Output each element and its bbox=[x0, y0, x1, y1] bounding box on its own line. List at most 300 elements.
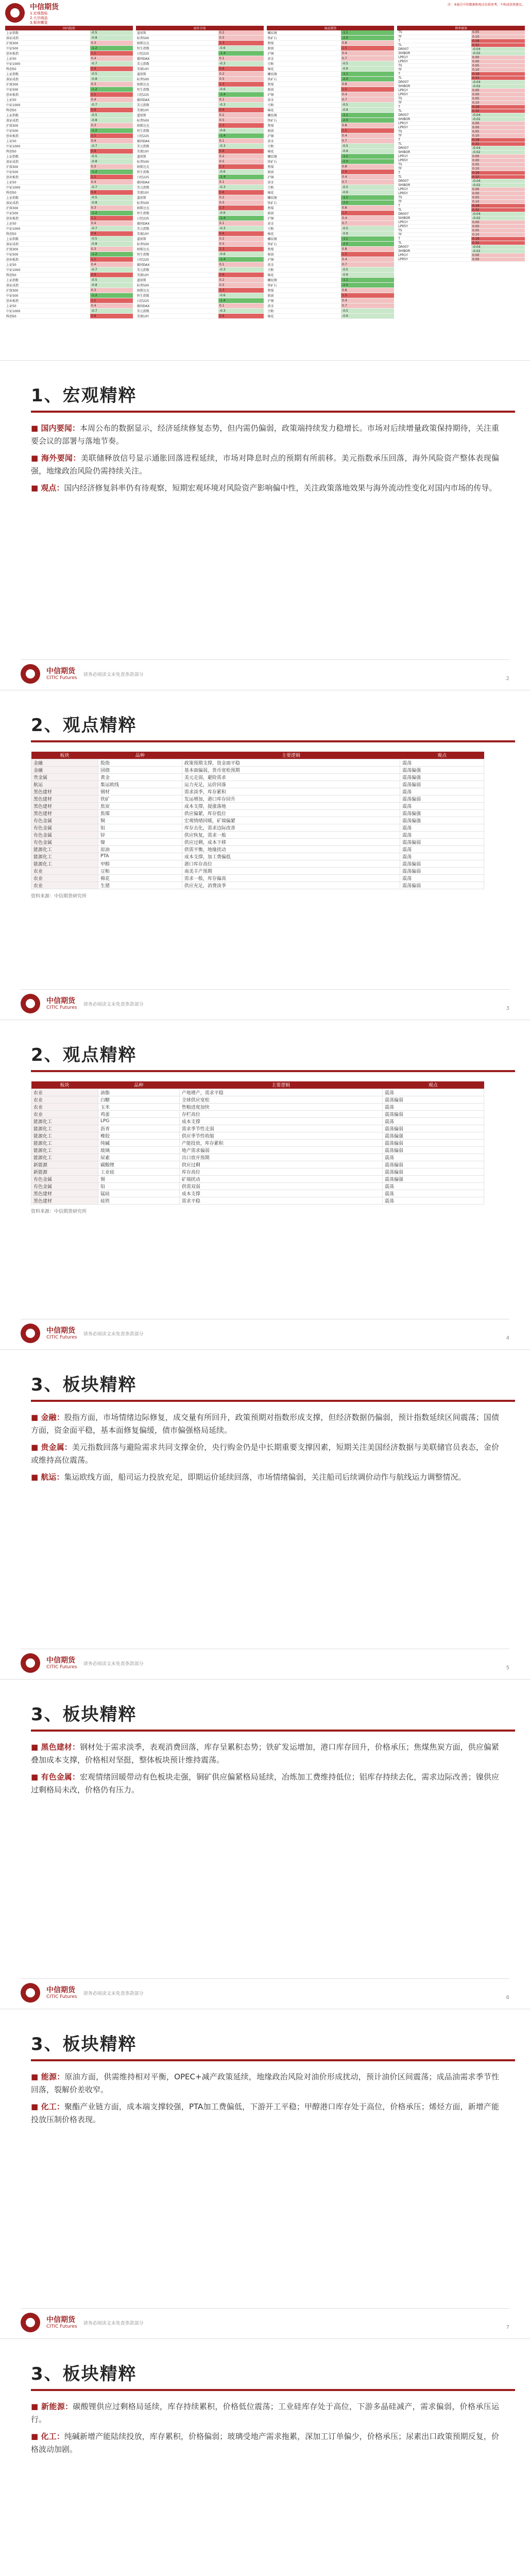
views-table-row bbox=[31, 766, 484, 773]
dashboard-table-row bbox=[136, 170, 264, 175]
dashboard-cell-name: TF bbox=[397, 35, 471, 39]
dashboard-table-row bbox=[136, 206, 264, 211]
views-cell: 震荡 bbox=[400, 824, 484, 831]
dashboard-table-row bbox=[267, 123, 395, 128]
dashboard-cell-change: -0.6 bbox=[218, 252, 264, 257]
paragraph-text: 美元指数回落与避险需求共同支撑金价，央行购金仍是中长期重要支撑因素，短期关注美国经济数据与美联储官员表态，金价或维持高位震荡。 bbox=[31, 1443, 499, 1465]
dashboard-cell-name: 上证指数 bbox=[5, 195, 90, 200]
views-cell: 贵金属 bbox=[31, 773, 98, 781]
dashboard-cell-name: TF bbox=[397, 199, 471, 204]
dashboard-cell-change: -2.0 bbox=[341, 77, 394, 82]
dashboard-cell-name: 美债10Y bbox=[136, 273, 218, 278]
dashboard-table-row bbox=[397, 199, 525, 204]
dashboard-cell-change: 1.5 bbox=[341, 293, 394, 298]
dashboard-cell-change: 0.10 bbox=[471, 199, 525, 204]
dashboard-cell-change: 0.2 bbox=[218, 195, 264, 200]
dashboard-table-row bbox=[136, 139, 264, 144]
dashboard-cell-name: 中证500 bbox=[5, 170, 90, 175]
views-cell: 能源化工 bbox=[31, 1146, 98, 1154]
footer-logo-sub: CITIC Futures bbox=[46, 2324, 77, 2329]
dashboard-cell-change: 0.00 bbox=[471, 55, 525, 59]
dashboard-table-row bbox=[5, 113, 133, 118]
dashboard-table-row bbox=[267, 159, 395, 164]
dashboard-table-row bbox=[5, 314, 133, 319]
dashboard-cell-change: 0.8 bbox=[341, 82, 394, 87]
dashboard-cell-change: -2.0 bbox=[341, 283, 394, 288]
footer-note: 请务必阅读文末免责条款部分 bbox=[83, 1661, 144, 1667]
dashboard-cell-change: 0.00 bbox=[471, 121, 525, 125]
dashboard-table-row bbox=[136, 128, 264, 133]
dashboard-cell-change: 0.9 bbox=[90, 190, 133, 195]
dashboard-cell-name: 标普500 bbox=[136, 200, 218, 206]
dashboard-table-row bbox=[267, 247, 395, 252]
dashboard-table-row bbox=[136, 226, 264, 231]
dashboard-table-row bbox=[397, 249, 525, 253]
dashboard-cell-change: -0.02 bbox=[471, 249, 525, 253]
dashboard-cell-name: 中证500 bbox=[5, 128, 90, 133]
dashboard-table-row bbox=[136, 185, 264, 190]
dashboard-cell-name: DR007 bbox=[397, 146, 471, 150]
views-table-row bbox=[31, 781, 484, 788]
dashboard-cell-name: 日经225 bbox=[136, 51, 218, 56]
dashboard-table-row bbox=[136, 309, 264, 314]
dashboard-table-row bbox=[267, 108, 395, 113]
dashboard-cell-change: 0.4 bbox=[90, 221, 133, 226]
dashboard-table-row bbox=[5, 216, 133, 221]
views-table-row bbox=[31, 1089, 484, 1096]
dashboard-table-row bbox=[267, 97, 395, 103]
dashboard-cell-name: 恒生指数 bbox=[136, 170, 218, 175]
dashboard-table-row bbox=[267, 51, 395, 56]
views-cell: 黑色建材 bbox=[31, 809, 98, 817]
views-cell: 铁矿 bbox=[98, 795, 182, 802]
dashboard-cell-change: 0.7 bbox=[341, 180, 394, 185]
dashboard-cell-name: TS bbox=[397, 96, 471, 100]
views-table-row bbox=[31, 788, 484, 795]
views-cell: 油脂 bbox=[98, 1089, 180, 1096]
footer-logo-text: 中信期货 bbox=[46, 667, 75, 675]
section-title: 3、板块精粹 bbox=[31, 2364, 137, 2384]
dashboard-cell-change: 0.1 bbox=[218, 139, 264, 144]
dashboard-cell-change: -0.6 bbox=[218, 87, 264, 92]
dashboard-cell-name: 中证1000 bbox=[5, 185, 90, 190]
dashboard-cell-change: 0.5 bbox=[218, 36, 264, 41]
views-cell: 存栏高位 bbox=[179, 1110, 382, 1117]
dashboard-cell-change: 0.2 bbox=[218, 236, 264, 242]
views-cell: 能源化工 bbox=[31, 845, 98, 853]
dashboard-table-row bbox=[397, 67, 525, 72]
views-cell: 有色金属 bbox=[31, 1175, 98, 1182]
views-cell: 黑色建材 bbox=[31, 802, 98, 809]
views-cell: 全球供应宽松 bbox=[179, 1096, 382, 1103]
dashboard-cell-name: 美元指数 bbox=[136, 267, 218, 273]
dashboard-cell-change: 0.2 bbox=[218, 278, 264, 283]
dashboard-cell-name: 美债10Y bbox=[136, 108, 218, 113]
dashboard-cell-name: 深证成指 bbox=[5, 36, 90, 41]
dashboard-cell-change: 0.32 bbox=[471, 109, 525, 113]
dashboard-cell-name: TS bbox=[397, 30, 471, 35]
dashboard-cell-name: 深证成指 bbox=[5, 242, 90, 247]
dashboard-cell-change: -0.7 bbox=[90, 185, 133, 190]
views-cell: 成本支撑，提涨落地 bbox=[182, 802, 400, 809]
dashboard-cell-name: 创业板指 bbox=[5, 133, 90, 139]
dashboard-cell-change: 0.18 bbox=[471, 236, 525, 241]
dashboard-cell-name: 黄金 bbox=[267, 56, 341, 61]
views-cell: 发运增加，港口库存回升 bbox=[182, 795, 400, 802]
dashboard-cell-name: 德国DAX bbox=[136, 262, 218, 267]
dashboard-cell-name: 美元指数 bbox=[136, 185, 218, 190]
dashboard-cell-change: -0.7 bbox=[90, 103, 133, 108]
dashboard-cell-change: 1.3 bbox=[218, 206, 264, 211]
dashboard-cell-change: 0.5 bbox=[218, 77, 264, 82]
dashboard-cell-change: -1.1 bbox=[341, 30, 394, 36]
dashboard-cell-name: 原油 bbox=[267, 252, 341, 257]
dashboard-table-header bbox=[136, 26, 264, 30]
dashboard-table-row bbox=[136, 278, 264, 283]
dashboard-cell-change: -0.3 bbox=[218, 103, 264, 108]
dashboard-cell-change: 0.3 bbox=[90, 123, 133, 128]
views-table bbox=[31, 752, 484, 889]
dashboard-table-row bbox=[397, 175, 525, 179]
dashboard-table-row bbox=[397, 43, 525, 47]
dashboard-cell-name: 上证50 bbox=[5, 262, 90, 267]
dashboard-table-row bbox=[267, 200, 395, 206]
dashboard-table-row bbox=[397, 179, 525, 183]
dashboard-cell-change: 0.00 bbox=[471, 158, 525, 162]
dashboard-cell-change: -0.9 bbox=[341, 66, 394, 72]
views-table-row bbox=[31, 860, 484, 867]
views-cell: 震荡 bbox=[382, 1190, 484, 1197]
views-cell: 农业 bbox=[31, 1089, 98, 1096]
footer-logo-text: 中信期货 bbox=[46, 1327, 75, 1335]
dashboard-table-row bbox=[267, 128, 395, 133]
dashboard-table-row bbox=[397, 80, 525, 84]
dashboard-table-header bbox=[267, 26, 395, 30]
dashboard-cell-name: 黄金 bbox=[267, 97, 341, 103]
dashboard-cell-name: 原油 bbox=[267, 211, 341, 216]
dashboard-cell-name: LPR5Y bbox=[397, 224, 471, 228]
dashboard-cell-change: 1.1 bbox=[90, 175, 133, 180]
dashboard-cell-name: T bbox=[397, 105, 471, 109]
section-title: 1、宏观精粹 bbox=[31, 385, 137, 406]
dashboard-cell-name: SHIBOR bbox=[397, 150, 471, 154]
dashboard-table-row bbox=[267, 283, 395, 288]
dashboard-cell-change: 0.3 bbox=[90, 288, 133, 293]
views-cell: 供应充足，消费淡季 bbox=[182, 882, 400, 889]
views-table-row bbox=[31, 831, 484, 838]
dashboard-table-row bbox=[136, 41, 264, 46]
footer-note: 请务必阅读文末免责条款部分 bbox=[83, 1331, 144, 1337]
dashboard-cell-change: -0.3 bbox=[218, 144, 264, 149]
dashboard-cell-name: 黄金 bbox=[267, 303, 341, 309]
dashboard-cell-name: 深证成指 bbox=[5, 118, 90, 123]
views-cell: PTA bbox=[98, 853, 182, 860]
section-rule bbox=[31, 411, 515, 413]
dashboard-cell-change: -0.8 bbox=[90, 36, 133, 41]
dashboard-cell-change: -0.3 bbox=[218, 61, 264, 66]
paragraph-text: 碳酸锂供应过剩格局延续，库存持续累积，价格低位震荡；工业硅库存处于高位，下游多晶硅减产，需求偏弱，价格承压运行。 bbox=[31, 2402, 499, 2424]
dashboard-table-row bbox=[397, 253, 525, 257]
dashboard-table-row bbox=[5, 128, 133, 133]
paragraph-lead: ■ 金融： bbox=[31, 1413, 64, 1422]
dashboard-cell-change: 0.8 bbox=[341, 164, 394, 170]
views-cell: 震荡 bbox=[382, 1154, 484, 1161]
dashboard-table-row bbox=[136, 144, 264, 149]
dashboard-cell-change: 0.7 bbox=[341, 97, 394, 103]
section-rule bbox=[31, 1400, 515, 1402]
dashboard-table-row bbox=[136, 200, 264, 206]
dashboard-cell-change: -0.9 bbox=[341, 190, 394, 195]
views-cell: 尿素 bbox=[98, 1154, 180, 1161]
footer-logo-sub: CITIC Futures bbox=[46, 1005, 77, 1010]
views-cell: 宏观情绪回暖，矿端偏紧 bbox=[182, 817, 400, 824]
page-footer bbox=[21, 1649, 509, 1673]
dashboard-cell-change: -0.6 bbox=[218, 128, 264, 133]
footer-note: 请务必阅读文末免责条款部分 bbox=[83, 1991, 144, 1996]
dashboard-table-row bbox=[267, 36, 395, 41]
dashboard-table-row bbox=[397, 30, 525, 35]
dashboard-cell-name: 美债10Y bbox=[136, 231, 218, 236]
dashboard-cell-name: 螺纹钢 bbox=[267, 154, 341, 159]
dashboard-table-row bbox=[397, 35, 525, 39]
views-header-cell: 品种 bbox=[98, 1081, 180, 1089]
dashboard-cell-change: 0.2 bbox=[218, 30, 264, 36]
paragraph bbox=[21, 2100, 509, 2126]
dashboard-table-row bbox=[136, 77, 264, 82]
dashboard-cell-change: 1.5 bbox=[341, 211, 394, 216]
dashboard-cell-name: 中证500 bbox=[5, 252, 90, 257]
views-table-row bbox=[31, 1132, 484, 1139]
dashboard-cell-change: -0.5 bbox=[341, 309, 394, 314]
dashboard-cell-name: 沪深300 bbox=[5, 206, 90, 211]
views-header-cell: 主要逻辑 bbox=[179, 1081, 382, 1089]
views-cell: 能源化工 bbox=[31, 1154, 98, 1161]
dashboard-table-row bbox=[5, 61, 133, 66]
views-table-row bbox=[31, 824, 484, 831]
dashboard-cell-change: -0.04 bbox=[471, 146, 525, 150]
dashboard-table-row bbox=[136, 267, 264, 273]
dashboard-table-row bbox=[5, 231, 133, 236]
dashboard-cell-name: 日经225 bbox=[136, 257, 218, 262]
views-cell: 震荡偏弱 bbox=[382, 1096, 484, 1103]
dashboard-table-row bbox=[397, 113, 525, 117]
dashboard-cell-name: DR007 bbox=[397, 47, 471, 51]
dashboard-table-row bbox=[5, 159, 133, 164]
views-cell: 震荡偏强 bbox=[400, 773, 484, 781]
views-table-row bbox=[31, 1125, 484, 1132]
dashboard-cell-name: LPR5Y bbox=[397, 257, 471, 261]
views-cell: 有色金属 bbox=[31, 838, 98, 845]
dashboard-table-row bbox=[5, 195, 133, 200]
views-table-header bbox=[31, 752, 484, 759]
dashboard-cell-name: TS bbox=[397, 162, 471, 166]
views-cell: 铅 bbox=[98, 1182, 180, 1190]
views-table-row bbox=[31, 882, 484, 889]
views-cell: 出口放开预期 bbox=[179, 1154, 382, 1161]
dashboard-cell-name: T bbox=[397, 171, 471, 175]
views-cell: 供应过剩，成本下移 bbox=[182, 838, 400, 845]
dashboard-table-row bbox=[397, 224, 525, 228]
dashboard-table-row bbox=[397, 187, 525, 191]
views-table-header bbox=[31, 1081, 484, 1089]
dashboard-cell-name: 上证50 bbox=[5, 221, 90, 226]
source-note: 资料来源：中信期货研究所 bbox=[31, 1209, 87, 1214]
dashboard-table-row bbox=[136, 92, 264, 97]
dashboard-table bbox=[397, 26, 525, 262]
dashboard-cell-change: 0.9 bbox=[90, 273, 133, 278]
dashboard-cell-name: SHIBOR bbox=[397, 117, 471, 121]
footer-logo-sub: CITIC Futures bbox=[46, 1665, 77, 1670]
citic-logo-icon bbox=[21, 994, 40, 1013]
views-cell: 纯碱 bbox=[98, 1139, 180, 1146]
views-cell: 能源化工 bbox=[31, 1125, 98, 1132]
dashboard-cell-name: TS bbox=[397, 129, 471, 133]
dashboard-cell-change: -1.2 bbox=[90, 87, 133, 92]
dashboard-table-row bbox=[5, 41, 133, 46]
dashboard-table-row bbox=[5, 185, 133, 190]
dashboard-table-row bbox=[267, 206, 395, 211]
dashboard-cell-change: 0.32 bbox=[471, 208, 525, 212]
dashboard-cell-name: 棉花 bbox=[267, 149, 341, 154]
views-cell: 震荡偏强 bbox=[382, 1132, 484, 1139]
dashboard-cell-change: -1.2 bbox=[90, 211, 133, 216]
dashboard-table-row bbox=[397, 51, 525, 55]
dashboard-cell-name: 焦煤 bbox=[267, 123, 341, 128]
views-cell: 碳酸锂 bbox=[98, 1161, 180, 1168]
section-rule bbox=[31, 1730, 515, 1732]
dashboard-table-row bbox=[397, 146, 525, 150]
views-cell: 震荡 bbox=[400, 831, 484, 838]
dashboard-cell-change: 0.05 bbox=[471, 228, 525, 232]
dashboard-cell-change: 0.10 bbox=[471, 232, 525, 236]
dashboard-table-row bbox=[267, 211, 395, 216]
dashboard-table-row bbox=[267, 56, 395, 61]
dashboard-cell-change: -2.0 bbox=[341, 242, 394, 247]
dashboard-cell-name: 深证成指 bbox=[5, 77, 90, 82]
dashboard-cell-change: 0.9 bbox=[90, 314, 133, 319]
dashboard-table-row bbox=[136, 257, 264, 262]
views-cell: 震荡偏弱 bbox=[382, 1139, 484, 1146]
dashboard-cell-change: -0.7 bbox=[90, 226, 133, 231]
dashboard-cell-name: 中证1000 bbox=[5, 226, 90, 231]
dashboard-table-row bbox=[397, 228, 525, 232]
dashboard-table-row bbox=[136, 36, 264, 41]
dashboard-cell-name: 美债10Y bbox=[136, 66, 218, 72]
dashboard-cell-change: 0.5 bbox=[218, 283, 264, 288]
dashboard-cell-change: 1.1 bbox=[90, 51, 133, 56]
dashboard-cell-name: 螺纹钢 bbox=[267, 236, 341, 242]
dashboard-cell-change: 1.1 bbox=[90, 216, 133, 221]
dashboard-cell-change: -1.1 bbox=[341, 236, 394, 242]
dashboard-cell-name: 沪铜 bbox=[267, 298, 341, 303]
dashboard-cell-name: 上证指数 bbox=[5, 30, 90, 36]
views-cell: 有色金属 bbox=[31, 824, 98, 831]
dashboard-table-row bbox=[267, 103, 395, 108]
dashboard-cell-name: 上证50 bbox=[5, 180, 90, 185]
views-cell: 金融 bbox=[31, 766, 98, 773]
dashboard-notes: 注：本报告中的数据和观点仅供参考，不构成投资建议。 bbox=[447, 3, 525, 7]
dashboard-table-row bbox=[136, 221, 264, 226]
dashboard-table-row bbox=[397, 171, 525, 175]
dashboard-cell-name: 德国DAX bbox=[136, 97, 218, 103]
page-number: 4 bbox=[506, 1335, 509, 1341]
dashboard-cell-name: TF bbox=[397, 67, 471, 72]
citic-logo-icon bbox=[21, 2313, 40, 2332]
dashboard-cell-name: SHIBOR bbox=[397, 216, 471, 220]
views-cell: 震荡偏弱 bbox=[382, 1168, 484, 1175]
dashboard-cell-name: 纳斯达克 bbox=[136, 247, 218, 252]
dashboard-cell-change: 1.3 bbox=[218, 247, 264, 252]
dashboard-cell-name: 豆粕 bbox=[267, 226, 341, 231]
dashboard-cell-change: -0.9 bbox=[341, 314, 394, 319]
dashboard-cell-change: -0.5 bbox=[341, 226, 394, 231]
dashboard-cell-change: 0.05 bbox=[471, 195, 525, 199]
dashboard-column bbox=[136, 26, 264, 319]
dashboard-table-row bbox=[5, 200, 133, 206]
dashboard-table-row bbox=[397, 88, 525, 92]
views-cell: 黑色建材 bbox=[31, 795, 98, 802]
views-table-row bbox=[31, 809, 484, 817]
dashboard-cell-change: 0.18 bbox=[471, 204, 525, 208]
dashboard-cell-name: 道琼斯 bbox=[136, 236, 218, 242]
dashboard-cell-name: 焦煤 bbox=[267, 288, 341, 293]
dashboard-cell-name: 标普500 bbox=[136, 159, 218, 164]
dashboard-cell-change: 0.00 bbox=[471, 88, 525, 92]
dashboard-cell-name: 原油 bbox=[267, 170, 341, 175]
dashboard-cell-change: 1.1 bbox=[90, 257, 133, 262]
dashboard-table-row bbox=[397, 125, 525, 129]
dashboard-cell-change: 1.5 bbox=[341, 87, 394, 92]
dashboard-cell-change: 0.1 bbox=[218, 221, 264, 226]
paragraph bbox=[21, 2400, 509, 2426]
dashboard-cell-name: 原油 bbox=[267, 87, 341, 92]
dashboard-header-line-3: 3.板块概览 bbox=[30, 21, 48, 25]
dashboard-cell-change: -1.1 bbox=[341, 154, 394, 159]
dashboard-cell-change: -0.5 bbox=[90, 278, 133, 283]
dashboard-table-row bbox=[267, 293, 395, 298]
views-table-row bbox=[31, 867, 484, 874]
dashboard-cell-change: 0.3 bbox=[90, 247, 133, 252]
dashboard-table-row bbox=[397, 109, 525, 113]
dashboard-cell-name: 美元指数 bbox=[136, 103, 218, 108]
views-table-row bbox=[31, 1182, 484, 1190]
dashboard-table-row bbox=[397, 133, 525, 138]
dashboard-cell-name: 日经225 bbox=[136, 216, 218, 221]
views-table-row bbox=[31, 1110, 484, 1117]
dashboard-cell-name: 纳斯达克 bbox=[136, 41, 218, 46]
footer-logo-sub: CITIC Futures bbox=[46, 1335, 77, 1340]
paragraph-text: 纯碱新增产能陆续投放，库存累积，价格偏弱；玻璃受地产需求拖累，深加工订单偏少，价格承压；尿素出口政策预期反复，价格波动加剧。 bbox=[31, 2432, 499, 2454]
dashboard-cell-name: 日经225 bbox=[136, 298, 218, 303]
dashboard-table-row bbox=[5, 30, 133, 36]
dashboard-cell-change: 0.9 bbox=[90, 66, 133, 72]
dashboard-cell-change: -2.0 bbox=[341, 159, 394, 164]
views-cell: LPG bbox=[98, 1117, 180, 1125]
dashboard-cell-change: -1.4 bbox=[218, 133, 264, 139]
dashboard-cell-change: -0.02 bbox=[471, 117, 525, 121]
dashboard-table-row bbox=[5, 56, 133, 61]
dashboard-table-row bbox=[397, 245, 525, 249]
dashboard-table-row bbox=[136, 118, 264, 123]
dashboard-table-row bbox=[397, 100, 525, 105]
dashboard-cell-name: 中证500 bbox=[5, 87, 90, 92]
footer-logo-text: 中信期货 bbox=[46, 997, 75, 1005]
page-footer bbox=[21, 989, 509, 1013]
dashboard-cell-name: 恒生指数 bbox=[136, 46, 218, 51]
dashboard-cell-change: 0.18 bbox=[471, 39, 525, 43]
dashboard-cell-name: 日经225 bbox=[136, 92, 218, 97]
views-cell: 农业 bbox=[31, 1110, 98, 1117]
